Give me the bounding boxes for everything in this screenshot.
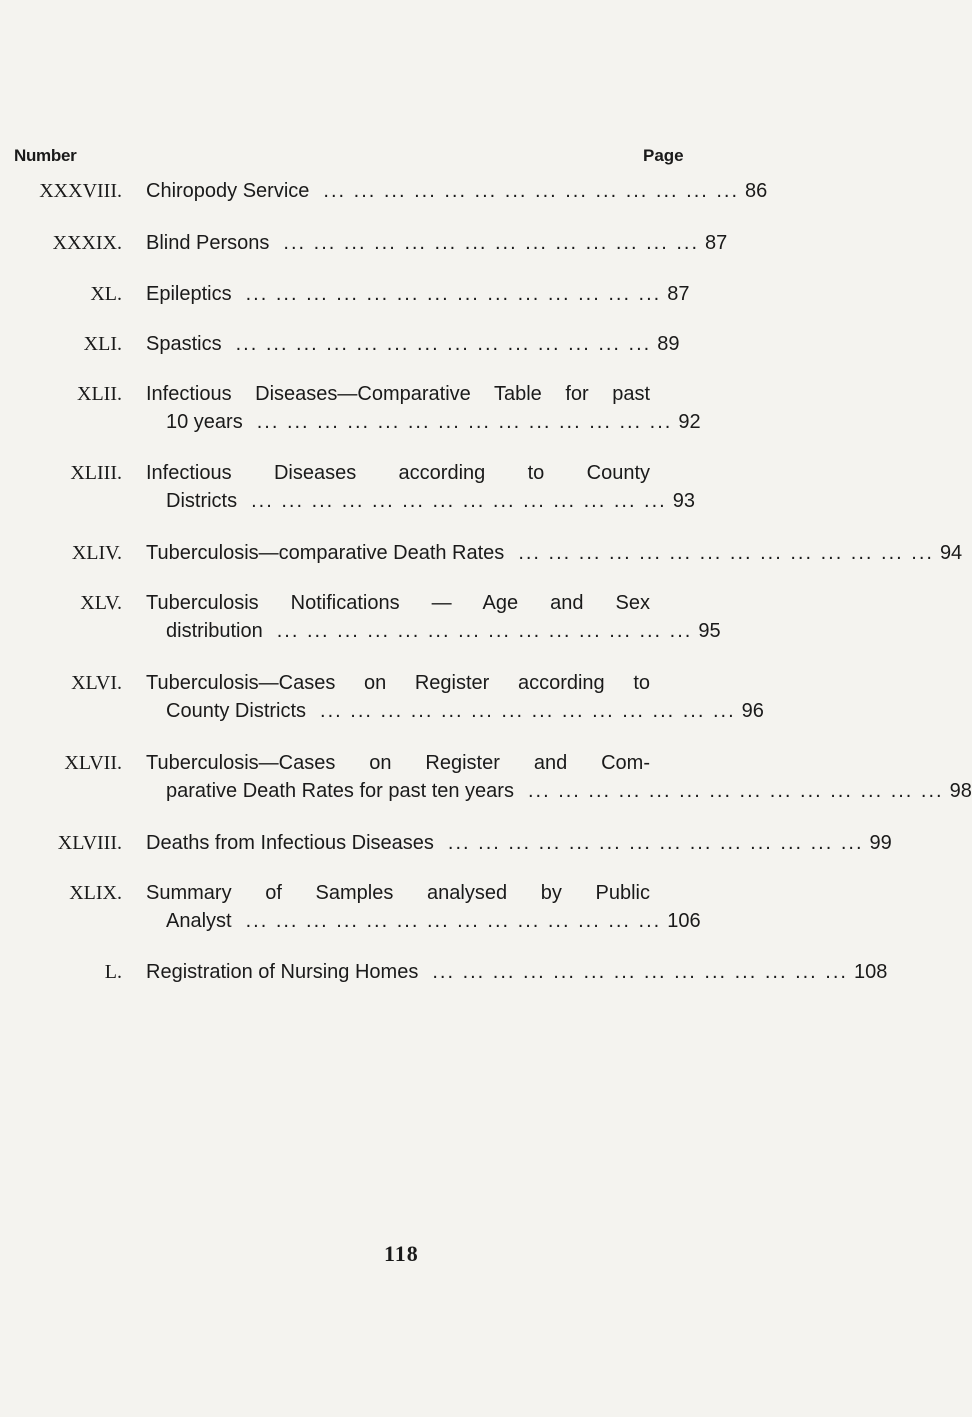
entry-title-line: Infectious Diseases according to County [146,462,650,484]
entry-title [146,539,963,567]
entry-title [146,829,892,857]
entry-title [146,280,690,308]
entry-page-number: 87 [667,283,690,305]
entry-page-number: 87 [705,232,728,254]
entry-title [146,330,680,358]
entry-page-number: 92 [678,411,701,433]
page-footer-number: 118 [384,1241,419,1266]
entry-title-line: Chiropody Service [146,180,310,202]
dot-leader: ... ... ... ... ... ... ... ... ... ... ... ... ... ... [283,232,700,254]
entry-title [146,177,768,205]
entry-title-line: Epileptics [146,283,232,305]
entry-number: L. [104,961,122,983]
entry-title [146,459,695,515]
entry-number: XLVIII. [57,832,122,854]
entry-title [146,749,972,805]
entry-page-number: 106 [667,910,701,932]
entry-page-number: 94 [939,542,963,564]
entry-title-line: distribution [166,620,263,642]
entry-page-number: 96 [741,700,764,722]
entry-page-number: 98 [949,780,972,802]
dot-leader: ... ... ... ... ... ... ... ... ... ... ... ... ... ... [447,832,864,854]
entry-number: XXXVIII. [39,180,122,202]
entry-title-line: Spastics [146,333,222,355]
dot-leader: ... ... ... ... ... ... ... ... ... ... ... ... ... ... [320,700,736,722]
dot-leader: ... ... ... ... ... ... ... ... ... ... ... ... ... ... [245,283,662,305]
entry-title-line: Deaths from Infectious Diseases [146,832,434,854]
dot-leader: ... ... ... ... ... ... ... ... ... ... ... ... ... ... [256,411,673,433]
entry-page-number: 93 [672,490,695,512]
dot-leader: ... ... ... ... ... ... ... ... ... ... ... ... ... ... [235,333,652,355]
entry-title-line: Tuberculosis—Cases on Register according to [146,672,650,694]
dot-leader: ... ... ... ... ... ... ... ... ... ... ... ... ... ... [527,780,944,802]
entry-number: XLIII. [70,462,122,484]
entry-number: XLIX. [69,882,122,904]
number-column-header: Number [14,146,77,165]
entry-number: XLV. [80,592,122,614]
entry-page-number: 99 [869,832,892,854]
entry-title [146,229,728,257]
entry-number: XXXIX. [52,232,122,254]
entry-number: XLII. [77,383,122,405]
dot-leader: ... ... ... ... ... ... ... ... ... ... ... ... ... ... [323,180,740,202]
entry-number: XLVI. [71,672,122,694]
entry-page-number: 89 [657,333,680,355]
page-column-header: Page [643,146,684,165]
dot-leader: ... ... ... ... ... ... ... ... ... ... ... ... ... ... [518,542,934,564]
entry-number: XLIV. [71,542,122,564]
entry-title [146,879,701,935]
entry-page-number: 95 [698,620,721,642]
entry-number: XLI. [83,333,122,355]
entry-title [146,380,701,436]
entry-page-number: 108 [853,961,888,983]
entry-number: XLVII. [64,752,122,774]
entry-title-line: Districts [166,490,238,512]
entry-title-line: Infectious Diseases—Comparative Table for past [146,383,650,405]
entry-title-line: Tuberculosis Notifications — Age and Sex [146,592,650,614]
dot-leader: ... ... ... ... ... ... ... ... ... ... ... ... ... ... [432,961,848,983]
entry-title-line: Tuberculosis—Cases on Register and Com- [146,752,650,774]
entry-title [146,589,721,645]
entry-title-line: 10 years [166,411,243,433]
entry-title [146,958,888,986]
entry-title-line: parative Death Rates for past ten years [166,780,514,802]
dot-leader: ... ... ... ... ... ... ... ... ... ... ... ... ... ... [245,910,662,932]
entry-title-line: Registration of Nursing Homes [146,961,419,983]
entry-title-line: Blind Persons [146,232,270,254]
entry-title-line: County Districts [166,700,307,722]
entry-title-line: Analyst [166,910,232,932]
entry-title [146,669,764,725]
dot-leader: ... ... ... ... ... ... ... ... ... ... ... ... ... ... [251,490,667,512]
entry-title-line: Tuberculosis—comparative Death Rates [146,542,505,564]
entry-number: XL. [90,283,122,305]
entry-title-line: Summary of Samples analysed by Public [146,882,650,904]
entry-page-number: 86 [745,180,768,202]
dot-leader: ... ... ... ... ... ... ... ... ... ... ... ... ... ... [276,620,693,642]
